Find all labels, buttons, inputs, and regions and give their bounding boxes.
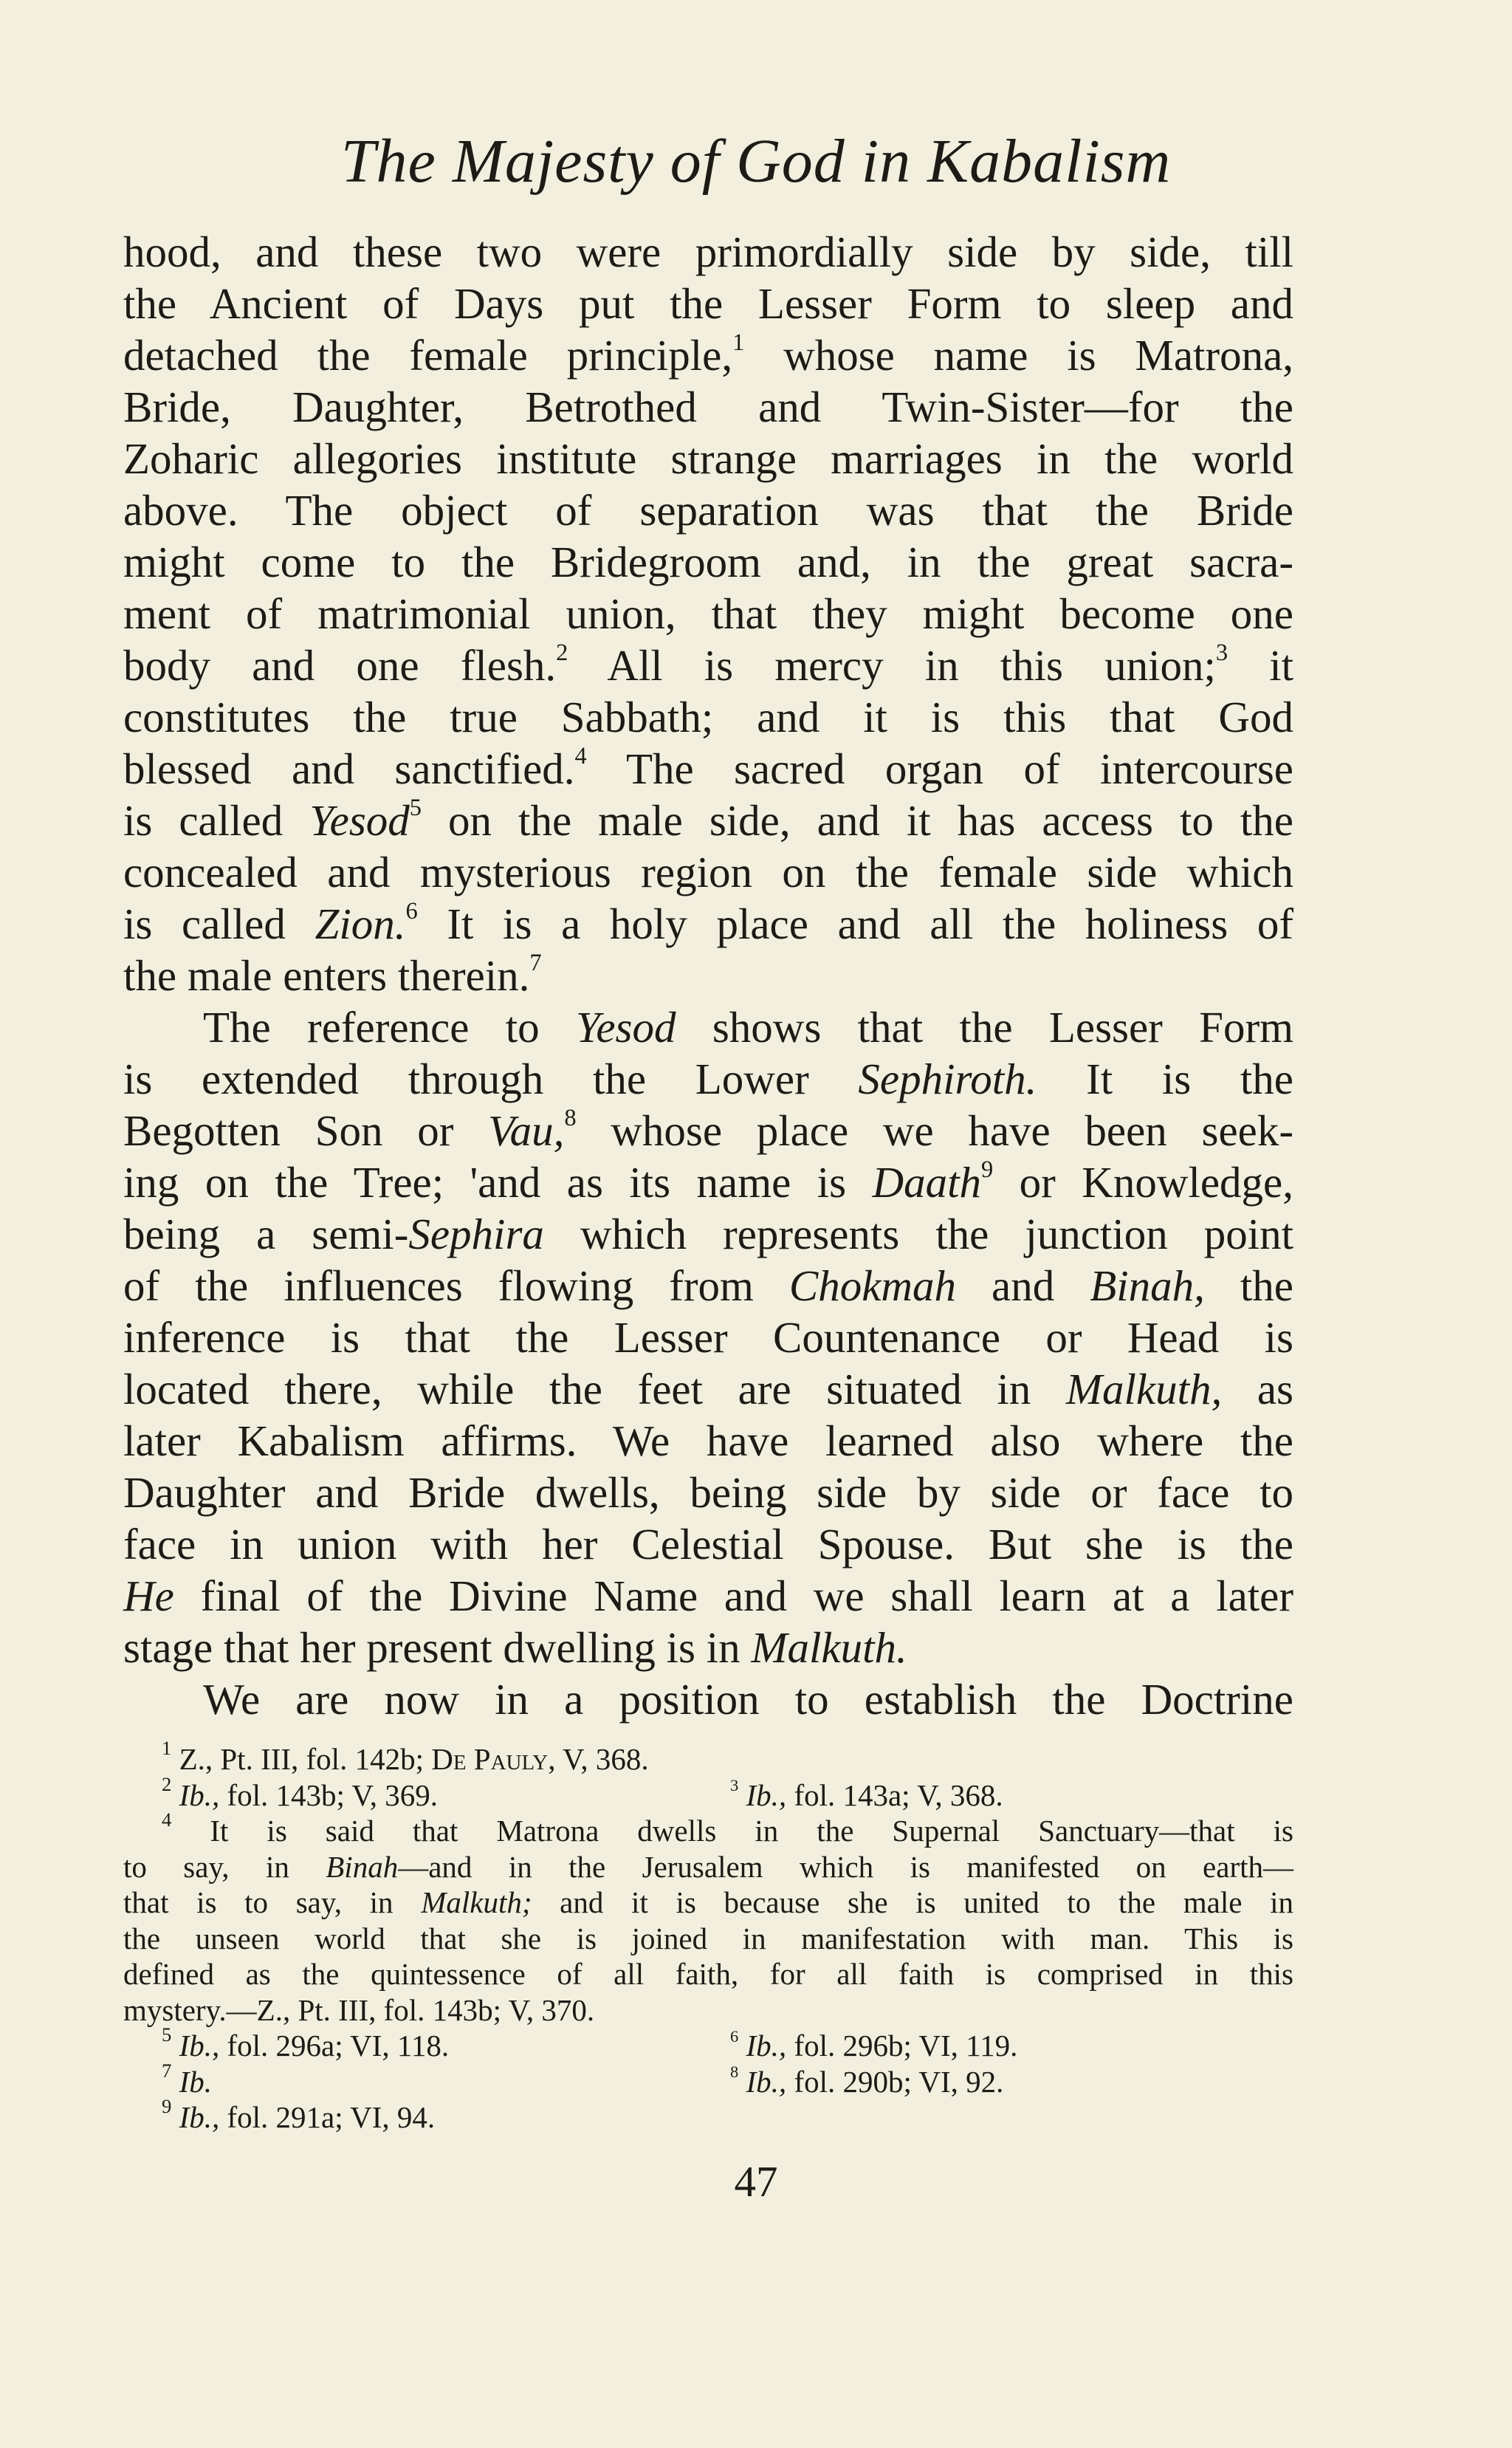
text-line: body and one flesh.$^2$ All is mercy in this union;$^3$ it — [123, 639, 1293, 690]
text-line: is called Zion.$^6$ It is a holy place and all the holiness of — [123, 897, 1293, 948]
text-line: the Ancient of Days put the Lesser Form to sleep and — [123, 279, 1293, 328]
text-line: face in union with her Celestial Spouse. But she is the — [123, 1520, 1293, 1568]
text-line: stage that her present dwelling is in Malkuth. — [123, 1623, 907, 1672]
footnote: $^1$ Z., Pt. III, fol. 142b; De Pauly, V, 368. — [162, 1737, 649, 1776]
page-number: 47 — [734, 2157, 778, 2206]
italic-term: Yesod — [575, 1003, 676, 1052]
body-text — [123, 226, 1293, 1725]
footnote-ref: 8 — [564, 1104, 577, 1131]
footnote-line: that is to say, in Malkuth; and it is because she is united to the male in — [123, 1885, 1293, 1919]
footnote: $^9$ Ib., fol. 291a; VI, 94. — [162, 2095, 436, 2134]
text-line: of the influences flowing from Chokmah and Binah, the — [123, 1261, 1293, 1310]
text-line: detached the female principle,$^1$ whose name is Matrona, — [123, 329, 1294, 380]
italic-term: Daath — [872, 1158, 982, 1207]
footnote: $^8$ Ib., fol. 290b; VI, 92. — [730, 2063, 1004, 2099]
text-line: ment of matrimonial union, that they might become one — [123, 589, 1293, 638]
footnote-ref: 6 — [405, 897, 418, 925]
footnote-row — [123, 2023, 1293, 2064]
text-line: later Kabalism affirms. We have learned also where the — [123, 1416, 1293, 1465]
footnotes — [123, 1737, 1293, 2136]
italic-term: He — [123, 1571, 174, 1620]
italic-term: Zion. — [315, 899, 406, 948]
text-line: He final of the Divine Name and we shall learn at a later — [123, 1571, 1293, 1620]
running-header: The Majesty of God in Kabalism — [340, 127, 1172, 196]
italic-term: Yesod — [309, 796, 410, 845]
footnote: $^4$ It is said that Matrona dwells in the Supernal Sanctuary—that is — [162, 1808, 1293, 1848]
footnote-row — [123, 1772, 1293, 1814]
footnote: $^6$ Ib., fol. 296b; VI, 119. — [730, 2026, 1018, 2063]
text-line: hood, and these two were primordially side by side, till — [123, 227, 1293, 276]
text-line: located there, while the feet are situated in Malkuth, as — [123, 1365, 1293, 1413]
text-line: inference is that the Lesser Countenance or Head is — [123, 1313, 1293, 1362]
text-line: concealed and mysterious region on the female side which — [123, 848, 1293, 896]
text-line: is called Yesod$^5$ on the male side, and it has access to the — [123, 794, 1293, 845]
text-line: constitutes the true Sabbath; and it is this that God — [123, 693, 1293, 741]
text-line: We are now in a position to establish the Doctrine — [203, 1675, 1293, 1724]
text-line: above. The object of separation was that the Bride — [123, 486, 1293, 535]
text-line: Zoharic allegories institute strange marriages in the world — [123, 434, 1293, 483]
text-line: The reference to Yesod shows that the Lesser Form — [203, 1003, 1293, 1052]
text-line: being a semi-Sephira which represents the junction point — [123, 1210, 1293, 1258]
italic-term: Chokmah — [788, 1261, 957, 1310]
footnote-ref: 9 — [981, 1156, 994, 1183]
footnote: $^2$ Ib., fol. 143b; V, 369. — [162, 1772, 439, 1812]
text-line: ing on the Tree; 'and as its name is Daath$^9$ or Knowledge, — [123, 1156, 1293, 1207]
footnote-ref: 2 — [556, 639, 568, 666]
italic-term: Binah, — [1090, 1261, 1205, 1310]
footnote-line: defined as the quintessence of all faith, for all faith is comprised in this — [123, 1957, 1293, 1991]
footnote-ref: 3 — [1215, 639, 1228, 666]
footnote: $^3$ Ib., fol. 143a; V, 368. — [730, 1776, 1003, 1812]
footnote-line: mystery.—Z., Pt. III, fol. 143b; V, 370. — [123, 1992, 595, 2027]
text-line: Daughter and Bride dwells, being side by side or face to — [123, 1468, 1293, 1517]
footnote-line: the unseen world that she is joined in manifestation with man. This is — [123, 1921, 1293, 1955]
text-line: Begotten Son or Vau,$^8$ whose place we have been seek- — [123, 1104, 1293, 1155]
italic-term: Sephiroth. — [858, 1055, 1037, 1103]
footnote-row — [123, 2059, 1293, 2100]
footnote-ref: 5 — [409, 794, 422, 821]
italic-term: Sephira — [408, 1210, 544, 1258]
footnote-line: to say, in Binah—and in the Jerusalem which is manifested on earth— — [123, 1849, 1293, 1884]
footnote-ref: 4 — [574, 742, 587, 769]
text-line: is extended through the Lower Sephiroth. It is the — [123, 1055, 1293, 1103]
footnote-ref: 7 — [529, 949, 542, 976]
text-line: might come to the Bridegroom and, in the great sacra- — [123, 538, 1293, 586]
footnote-ref: 1 — [732, 329, 745, 356]
footnote: $^5$ Ib., fol. 296a; VI, 118. — [162, 2023, 450, 2063]
text-line: the male enters therein.$^7$ — [123, 949, 542, 1000]
italic-term: Malkuth. — [751, 1623, 907, 1672]
italic-term: Vau, — [488, 1106, 565, 1155]
text-line: Bride, Daughter, Betrothed and Twin-Sister—for the — [123, 383, 1293, 431]
text-line: blessed and sanctified.$^4$ The sacred organ of intercourse — [123, 742, 1293, 793]
italic-term: Malkuth, — [1065, 1365, 1223, 1413]
footnote: $^7$ Ib. — [162, 2059, 212, 2099]
